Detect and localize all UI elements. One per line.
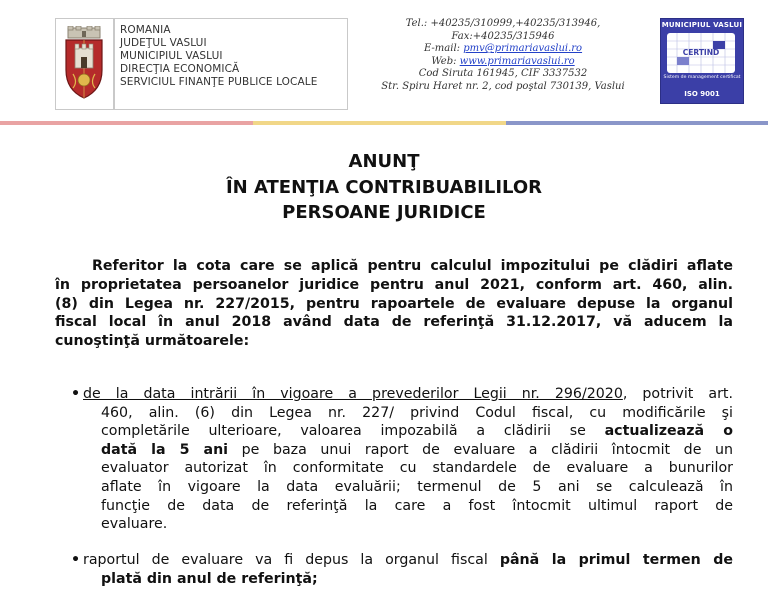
web-link[interactable]: www.primariavaslui.ro [459,55,575,67]
bullet-text: completările ulterioare, valoarea impozabilă a clădirii se [101,423,605,440]
bullet-item [71,385,733,534]
title-line: PERSOANE JURIDICE [282,202,486,223]
bullet-text: pe baza unui raport de evaluare a clădirii întocmit de un [228,441,734,458]
email-line [355,43,651,56]
email-link[interactable]: pmv@primariavaslui.ro [463,43,583,55]
bullet-dot-icon: • [71,552,81,568]
vaslui-coat-of-arms-icon [63,26,105,100]
stripe-red [0,121,253,125]
bullet-line [71,385,733,404]
title-line: ÎN ATENŢIA CONTRIBUABILILOR [225,176,543,198]
bullet-dot-icon: • [71,386,81,402]
intro-line: (8) din Legea nr. 227/2015, pentru rapoartele de evaluare depuse la organul [55,295,733,312]
bullet-line: evaluator autorizat în conformitate cu standardele de evaluare a bunurilor [101,460,733,477]
fax-line: Fax:+40235/315946 [451,30,555,42]
web-line [355,56,651,69]
bullet-text: raportul de evaluare va fi depus la organul fiscal [83,552,500,568]
institution-lines [120,24,317,89]
address-line: Str. Spiru Haret nr. 2, cod poştal 730139, Vaslui [381,80,625,92]
cert-description: Sistem de management certificat [663,75,741,80]
letterhead [55,18,743,112]
iso-certification-badge [660,18,744,104]
bullet-line: 460, alin. (6) din Legea nr. 227/ privind Codul fiscal, cu modificările şi [101,404,733,421]
cert-top-label: MUNICIPIUL VASLUI [661,21,743,29]
intro-paragraph [55,257,733,351]
bullet-line [71,551,733,570]
crest-frame [55,18,114,110]
cert-standard: ISO 9001 [684,90,720,98]
bullet-item [71,551,733,588]
intro-line: fiscal local în anul 2018 având data de referinţă 31.12.2017, vă aducem la [55,314,733,331]
contact-block [355,18,651,94]
announcement-title [0,149,768,226]
institution-line: DIRECŢIA ECONOMICĂ [120,63,240,75]
stripe-blue [506,121,768,125]
cert-logo [667,33,735,73]
title-line: ANUNŢ [348,151,420,172]
bullet-emphasis: dată la 5 ani [101,441,229,458]
bullet-text: , potrivit art. [622,386,733,402]
law-reference: de la data intrării în vigoare a prevederilor Legii nr. 296/2020 [83,386,623,402]
institution-line: SERVICIUL FINANŢE PUBLICE LOCALE [120,76,318,88]
bullet-line [71,422,733,441]
bullet-emphasis: până la primul termen de [499,552,734,568]
phone-line: Tel.: +40235/310999,+40235/313946, [405,18,601,29]
bullet-line: funcţie de data de referinţă la care a fost întocmit ultimul raport de [101,497,733,514]
institution-line: MUNICIPIUL VASLUI [120,50,223,62]
cert-brand: CERTIND [682,48,720,57]
fiscal-code-line: Cod Siruta 161945, CIF 3337532 [418,68,588,80]
stripe-yellow [253,121,506,125]
institution-line: ROMANIA [120,24,171,36]
bullet-line: plată din anul de referinţă; [101,570,318,587]
intro-line: Referitor la cota care se aplică pentru calculul impozitului pe clădiri aflate [92,258,733,274]
institution-line: JUDEŢUL VASLUI [120,37,207,49]
institution-box [114,18,348,110]
bullet-emphasis: actualizează o [604,423,734,440]
bullet-line [71,441,733,460]
email-label: E-mail: [423,43,461,55]
intro-line: cunoştinţă următoarele: [55,333,250,350]
header-divider-stripe [0,121,768,125]
intro-line: în proprietatea persoanelor juridice pentru anul 2021, conform art. 460, alin. [55,276,733,293]
web-label: Web: [431,55,457,67]
bullet-line: aflate în vigoare la data evaluării; termenul de 5 ani se calculează în [101,478,733,495]
bullet-line: evaluare. [101,516,168,533]
